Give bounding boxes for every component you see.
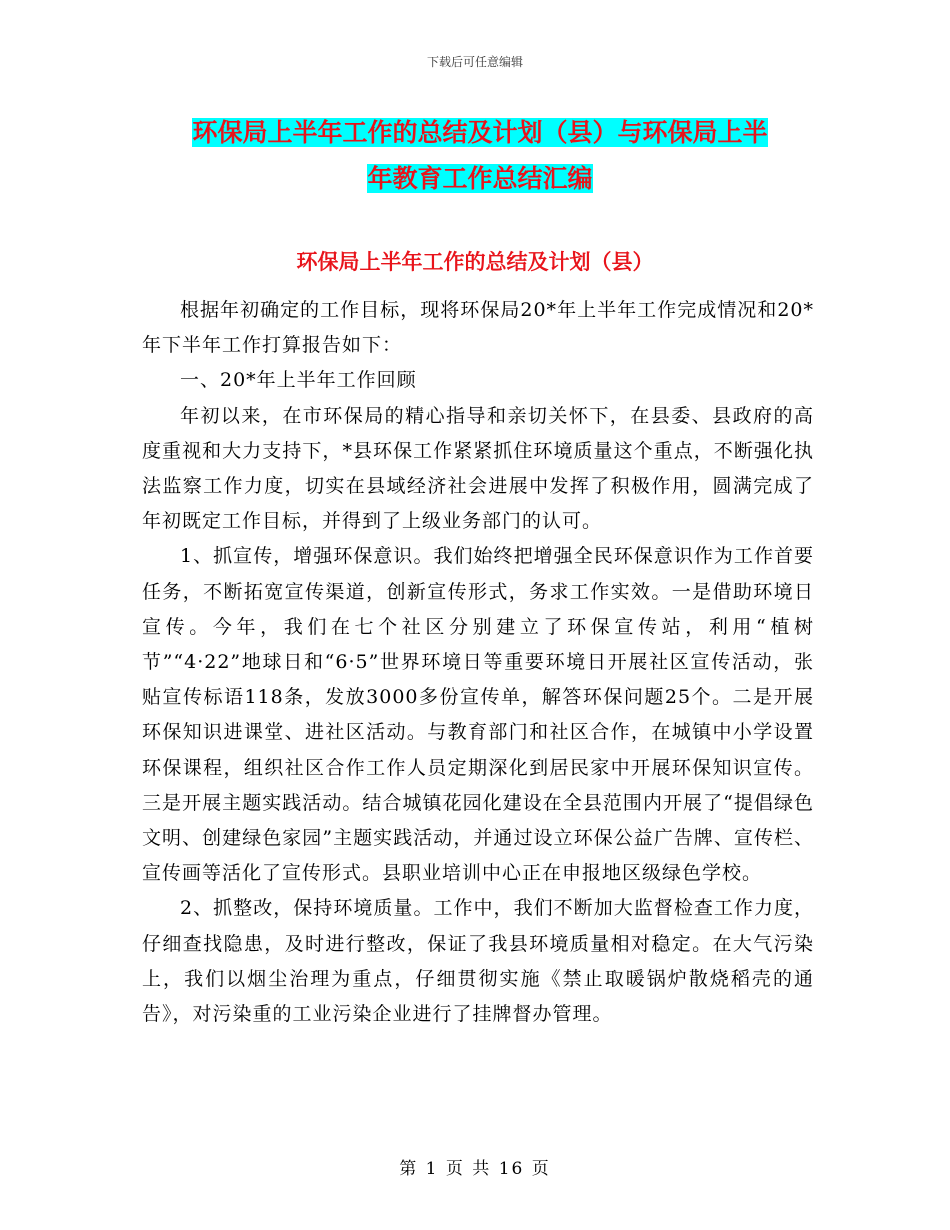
paragraph-overview: 年初以来，在市环保局的精心指导和亲切关怀下，在县委、县政府的高度重视和大力支持下，*县环保工作紧紧抓住环境质量这个重点，不断强化执法监察工作力度，切实在县域经济社会进展中发挥了积极作用，圆满完成了年初既定工作目标，并得到了上级业务部门的认可。 [142,404,814,533]
paragraph-heading-review: 一、20*年上半年工作回顾 [180,369,417,392]
document-body [142,293,814,1032]
title-line-2: 年教育工作总结汇编 [367,164,593,193]
page-footer: 第 1 页 共 16 页 [399,1159,551,1179]
document-title [140,110,820,202]
paragraph-intro: 根据年初确定的工作目标，现将环保局20*年上半年工作完成情况和20*年下半年工作打算报告如下： [142,299,814,357]
section-title: 环保局上半年工作的总结及计划（县） [296,250,654,274]
title-line-1: 环保局上半年工作的总结及计划（县）与环保局上半 [192,118,768,147]
header-note: 下载后可任意编辑 [426,55,523,69]
paragraph-rectification: 2、抓整改，保持环境质量。工作中，我们不断加大监督检查工作力度，仔细查找隐患，及时进行整改，保证了我县环境质量相对稳定。在大气污染上，我们以烟尘治理为重点，仔细贯彻实施《禁止取暖锅炉散烧稻壳的通告》，对污染重的工业污染企业进行了挂牌督办管理。 [142,897,814,1026]
paragraph-publicity: 1、抓宣传，增强环保意识。我们始终把增强全民环保意识作为工作首要任务，不断拓宽宣传渠道，创新宣传形式，务求工作实效。一是借助环境日宣传。今年，我们在七个社区分别建立了环保宣传站，利用“植树节”“4·22”地球日和“6·5”世界环境日等重要环境日开展社区宣传活动，张贴宣传标语118条，发放3000多份宣传单，解答环保问题25个。二是开展环保知识进课堂、进社区活动。与教育部门和社区合作，在城镇中小学设置环保课程，组织社区合作工作人员定期深化到居民家中开展环保知识宣传。三是开展主题实践活动。结合城镇花园化建设在全县范围内开展了“提倡绿色文明、创建绿色家园”主题实践活动，并通过设立环保公益广告牌、宣传栏、宣传画等活化了宣传形式。县职业培训中心正在申报地区级绿色学校。 [142,545,814,885]
